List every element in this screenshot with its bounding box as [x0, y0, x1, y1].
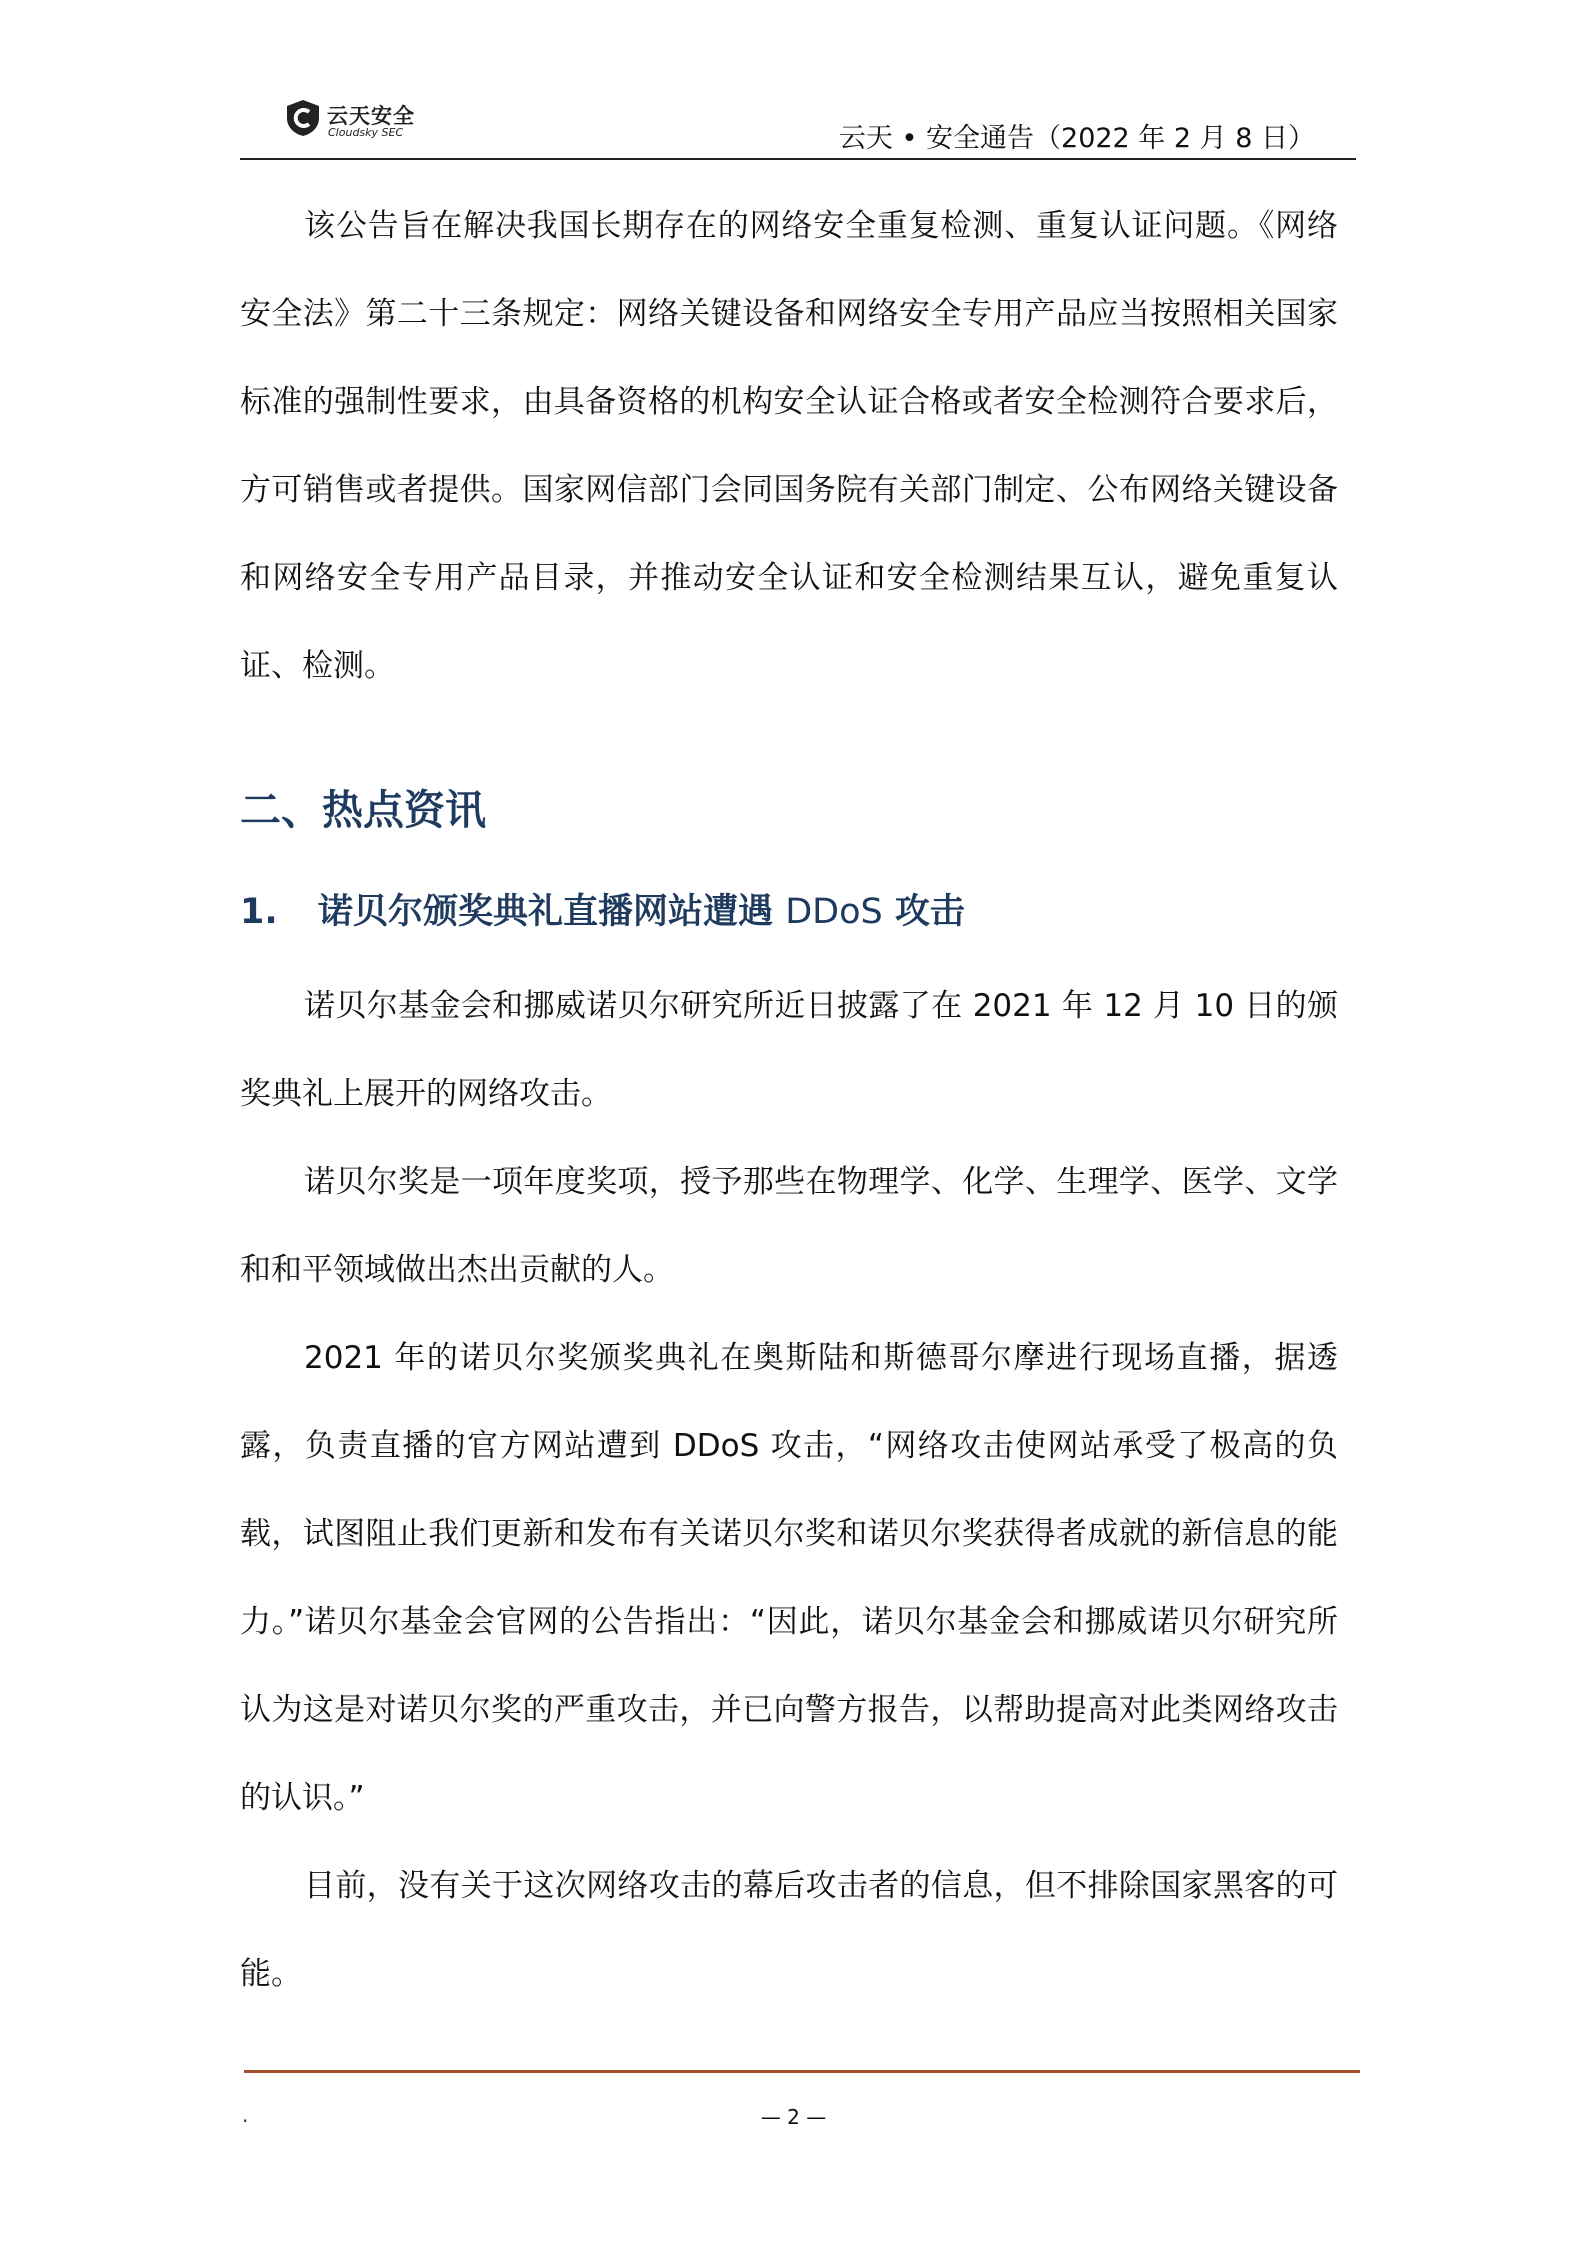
subsection-title-en: DDoS	[785, 892, 883, 932]
page-content	[240, 182, 1338, 2018]
footer-dot: .	[242, 2103, 249, 2127]
paragraph-2: 诺贝尔奖是一项年度奖项，授予那些在物理学、化学、生理学、医学、文学和和平领域做出杰出贡献的人。	[240, 1164, 1338, 1288]
intro-paragraph: 该公告旨在解决我国长期存在的网络安全重复检测、重复认证问题。《网络安全法》第二十三条规定：网络关键设备和网络安全专用产品应当按照相关国家标准的强制性要求，由具备资格的机构安全认证合格或者安全检测符合要求后，方可销售或者提供。国家网信部门会同国务院有关部门制定、公布网络关键设备和网络安全专用产品目录，并推动安全认证和安全检测结果互认，避免重复认证、检测。	[240, 208, 1338, 684]
subsection-number: 1.	[240, 892, 278, 932]
header-divider	[240, 158, 1356, 160]
document-header-title: 云天 • 安全通告（2022 年 2 月 8 日）	[838, 123, 1315, 154]
paragraph-4: 目前，没有关于这次网络攻击的幕后攻击者的信息，但不排除国家黑客的可能。	[240, 1868, 1338, 1992]
section-heading: 二、热点资讯	[240, 786, 486, 834]
logo-text-cn: 云天安全	[327, 104, 415, 128]
subsection-heading	[240, 862, 1338, 962]
page-number: — 2 —	[760, 2105, 827, 2129]
footer-divider	[244, 2070, 1360, 2073]
paragraph-3: 2021 年的诺贝尔奖颁奖典礼在奥斯陆和斯德哥尔摩进行现场直播，据透露，负责直播的官方网站遭到 DDoS 攻击，“网络攻击使网站承受了极高的负载，试图阻止我们更新和发布有关诺贝尔奖和诺贝尔奖获得者成就的新信息的能力。”诺贝尔基金会官网的公告指出：“因此，诺贝尔基金会和挪威诺贝尔研究所认为这是对诺贝尔奖的严重攻击，并已向警方报告，以帮助提高对此类网络攻击的认识。”	[240, 1340, 1338, 1816]
subsection-title-part1: 诺贝尔颁奖典礼直播网站遭遇	[318, 892, 786, 932]
shield-c-icon	[283, 98, 323, 138]
subsection-title-part2: 攻击	[882, 892, 965, 932]
paragraph-1: 诺贝尔基金会和挪威诺贝尔研究所近日披露了在 2021 年 12 月 10 日的颁奖典礼上展开的网络攻击。	[240, 988, 1338, 1112]
logo-text-en: Cloudsky SEC	[328, 126, 404, 139]
company-logo	[283, 96, 443, 144]
